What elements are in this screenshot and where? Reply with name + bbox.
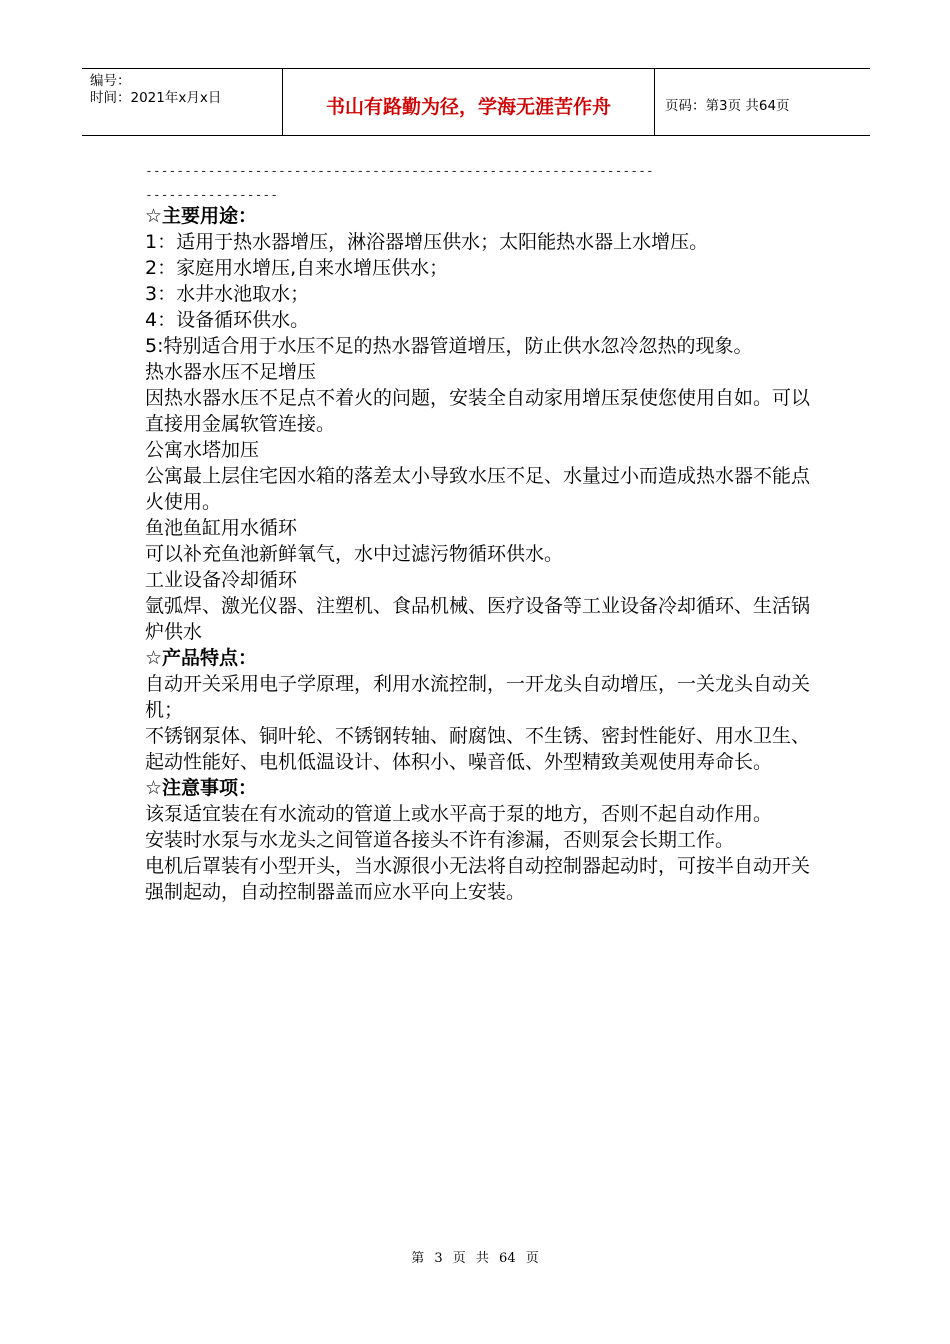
usage-item-3: 3：水井水池取水； bbox=[145, 283, 310, 305]
page-footer: 第 3 页 共 64 页 bbox=[411, 1251, 539, 1266]
apartment-title: 公寓水塔加压 bbox=[145, 439, 260, 461]
header-motto: 书山有路勤为径，学海无涯苦作舟 bbox=[282, 69, 655, 135]
document-time: 时间：2021年x月x日 bbox=[90, 90, 222, 106]
usage-item-2: 2：家庭用水增压,自来水增压供水； bbox=[145, 257, 449, 279]
heater-title: 热水器水压不足增压 bbox=[145, 361, 317, 383]
notes-paragraph-3: 电机后罩装有小型开头，当水源很小无法将自动控制器起动时，可按半自动开关强制起动，自动控制器盖而应水平向上安装。 bbox=[145, 855, 811, 903]
notes-paragraph-2: 安装时水泵与水龙头之间管道各接头不许有渗漏，否则泵会长期工作。 bbox=[145, 829, 735, 851]
document-number-label: 编号： bbox=[90, 73, 131, 89]
header-meta bbox=[82, 69, 282, 135]
header-page-info: 页码：第3页 共64页 bbox=[665, 98, 790, 114]
features-paragraph-2: 不锈钢泵体、铜叶轮、不锈钢转轴、耐腐蚀、不生锈、密封性能好、用水卫生、起动性能好、电机低温设计、体积小、噪音低、外型精致美观使用寿命长。 bbox=[145, 725, 811, 773]
features-paragraph-1: 自动开关采用电子学原理，利用水流控制，一开龙头自动增压，一关龙头自动关机； bbox=[145, 673, 811, 721]
fishpond-text: 可以补充鱼池新鲜氧气，水中过滤污物循环供水。 bbox=[145, 543, 564, 565]
features-heading: ☆产品特点： bbox=[145, 647, 258, 669]
heater-text: 因热水器水压不足点不着火的问题，安装全自动家用增压泵使您使用自如。可以直接用金属软管连接。 bbox=[145, 387, 811, 435]
industry-title: 工业设备冷却循环 bbox=[145, 569, 298, 591]
usage-item-5: 5:特别适合用于水压不足的热水器管道增压，防止供水忽冷忽热的现象。 bbox=[145, 335, 753, 357]
usage-item-1: 1：适用于热水器增压，淋浴器增压供水；太阳能热水器上水增压。 bbox=[145, 231, 709, 253]
separator-line-2: ----------------- bbox=[145, 189, 279, 203]
usage-item-4: 4：设备循环供水。 bbox=[145, 309, 310, 331]
usage-heading: ☆主要用途： bbox=[145, 205, 258, 227]
page-header bbox=[82, 68, 870, 136]
fishpond-title: 鱼池鱼缸用水循环 bbox=[145, 517, 298, 539]
separator-line-1: ----------------------------------------------------------------- bbox=[145, 165, 654, 179]
notes-heading: ☆注意事项： bbox=[145, 777, 258, 799]
apartment-text: 公寓最上层住宅因水箱的落差太小导致水压不足、水量过小而造成热水器不能点火使用。 bbox=[145, 465, 811, 513]
notes-paragraph-1: 该泵适宜装在有水流动的管道上或水平高于泵的地方，否则不起自动作用。 bbox=[145, 803, 773, 825]
industry-text: 氩弧焊、激光仪器、注塑机、食品机械、医疗设备等工业设备冷却循环、生活锅炉供水 bbox=[145, 595, 811, 643]
document-body bbox=[145, 203, 825, 905]
